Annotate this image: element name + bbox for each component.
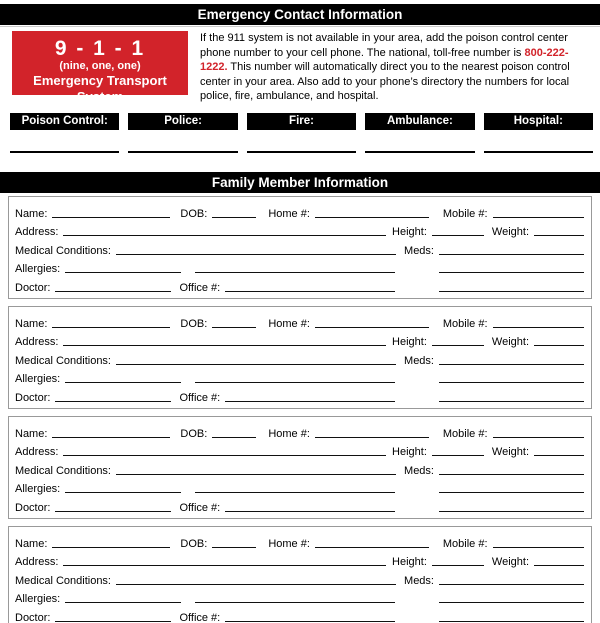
address-fill-line[interactable] bbox=[63, 455, 386, 456]
address-label: Address: bbox=[15, 226, 59, 239]
dob-label: DOB: bbox=[180, 317, 208, 330]
911-system-label: Emergency Transport System bbox=[33, 73, 167, 104]
address-label: Address: bbox=[15, 556, 59, 569]
police-label: Police: bbox=[128, 113, 237, 130]
medical-conditions-label: Medical Conditions: bbox=[15, 244, 111, 257]
medical-conditions-label: Medical Conditions: bbox=[15, 354, 111, 367]
doctor-label: Doctor: bbox=[15, 281, 51, 294]
meds-extra-fill-line-1[interactable] bbox=[439, 272, 584, 273]
address-fill-line[interactable] bbox=[63, 565, 386, 566]
poison-control-phone-number: 800-222-1222. bbox=[200, 46, 569, 74]
meds-label: Meds: bbox=[404, 244, 434, 257]
ambulance-fill-line[interactable] bbox=[365, 151, 474, 153]
contact-col-fire bbox=[247, 113, 356, 153]
member-row-allergies bbox=[15, 258, 584, 277]
police-fill-line[interactable] bbox=[128, 151, 237, 153]
dob-fill-line[interactable] bbox=[212, 217, 256, 218]
height-label: Height: bbox=[392, 336, 427, 349]
member-row-medical bbox=[15, 459, 584, 478]
office-phone-label: Office #: bbox=[179, 501, 221, 514]
address-fill-line[interactable] bbox=[63, 235, 386, 236]
meds-label: Meds: bbox=[404, 574, 434, 587]
mobile-phone-fill-line[interactable] bbox=[493, 437, 584, 438]
allergies-fill-line[interactable] bbox=[65, 272, 181, 273]
meds-label: Meds: bbox=[404, 464, 434, 477]
member-row-allergies bbox=[15, 588, 584, 607]
allergies-extra-fill-line[interactable] bbox=[195, 272, 395, 273]
contact-col-poison-control bbox=[10, 113, 119, 153]
home-phone-label: Home #: bbox=[268, 537, 310, 550]
dob-label: DOB: bbox=[180, 427, 208, 440]
poison-control-label: Poison Control: bbox=[10, 113, 119, 130]
member-row-identity bbox=[15, 422, 584, 441]
name-label: Name: bbox=[15, 317, 48, 330]
banner-divider bbox=[0, 26, 600, 27]
weight-label: Weight: bbox=[491, 556, 529, 569]
home-phone-fill-line[interactable] bbox=[315, 547, 429, 548]
intro-text-after: This number will automatically direct you to the nearest poison control center in your area. Also add to your phone’s directory the numbers for local police, fire, ambulance, and hospital. bbox=[200, 61, 570, 103]
height-label: Height: bbox=[392, 226, 427, 239]
fire-fill-line[interactable] bbox=[247, 151, 356, 153]
medical-conditions-fill-line[interactable] bbox=[116, 254, 396, 255]
height-fill-line[interactable] bbox=[432, 345, 484, 346]
911-words: (nine, one, one) bbox=[59, 60, 141, 72]
mobile-phone-fill-line[interactable] bbox=[493, 327, 584, 328]
weight-fill-line[interactable] bbox=[534, 565, 584, 566]
medical-conditions-label: Medical Conditions: bbox=[15, 464, 111, 477]
office-phone-fill-line[interactable] bbox=[225, 291, 395, 292]
home-phone-label: Home #: bbox=[268, 207, 310, 220]
member-row-doctor bbox=[15, 496, 584, 515]
member-row-identity bbox=[15, 202, 584, 221]
meds-extra-fill-line-2[interactable] bbox=[439, 621, 584, 622]
911-number: 9 - 1 - 1 bbox=[54, 37, 146, 60]
meds-label: Meds: bbox=[404, 354, 434, 367]
meds-fill-line[interactable] bbox=[439, 364, 584, 365]
mobile-phone-fill-line[interactable] bbox=[493, 547, 584, 548]
allergies-label: Allergies: bbox=[15, 593, 61, 606]
name-fill-line[interactable] bbox=[52, 547, 170, 548]
weight-fill-line[interactable] bbox=[534, 345, 584, 346]
mobile-phone-label: Mobile #: bbox=[442, 317, 488, 330]
member-row-doctor bbox=[15, 386, 584, 405]
family-member-block bbox=[8, 196, 592, 299]
member-row-address bbox=[15, 221, 584, 240]
member-row-allergies bbox=[15, 368, 584, 387]
doctor-fill-line[interactable] bbox=[55, 291, 171, 292]
member-row-medical bbox=[15, 569, 584, 588]
doctor-fill-line[interactable] bbox=[55, 621, 171, 622]
allergies-label: Allergies: bbox=[15, 263, 61, 276]
meds-extra-fill-line-1[interactable] bbox=[439, 382, 584, 383]
contact-col-ambulance bbox=[365, 113, 474, 153]
office-phone-label: Office #: bbox=[179, 391, 221, 404]
home-phone-label: Home #: bbox=[268, 317, 310, 330]
doctor-label: Doctor: bbox=[15, 391, 51, 404]
allergies-fill-line[interactable] bbox=[65, 492, 181, 493]
dob-fill-line[interactable] bbox=[212, 547, 256, 548]
family-member-block bbox=[8, 416, 592, 519]
hospital-label: Hospital: bbox=[484, 113, 593, 130]
weight-fill-line[interactable] bbox=[534, 235, 584, 236]
intro-section bbox=[12, 31, 594, 104]
mobile-phone-fill-line[interactable] bbox=[493, 217, 584, 218]
medical-conditions-fill-line[interactable] bbox=[116, 364, 396, 365]
office-phone-label: Office #: bbox=[179, 281, 221, 294]
height-label: Height: bbox=[392, 446, 427, 459]
emergency-contact-banner bbox=[0, 4, 600, 25]
page-title: Emergency Contact Information bbox=[197, 7, 403, 22]
office-phone-fill-line[interactable] bbox=[225, 621, 395, 622]
medical-conditions-fill-line[interactable] bbox=[116, 584, 396, 585]
name-label: Name: bbox=[15, 427, 48, 440]
mobile-phone-label: Mobile #: bbox=[442, 427, 488, 440]
contact-col-police bbox=[128, 113, 237, 153]
allergies-extra-fill-line[interactable] bbox=[195, 602, 395, 603]
member-row-address bbox=[15, 331, 584, 350]
mobile-phone-label: Mobile #: bbox=[442, 537, 488, 550]
home-phone-fill-line[interactable] bbox=[315, 217, 429, 218]
office-phone-fill-line[interactable] bbox=[225, 401, 395, 402]
meds-extra-fill-line-2[interactable] bbox=[439, 401, 584, 402]
fire-label: Fire: bbox=[247, 113, 356, 130]
meds-extra-fill-line-1[interactable] bbox=[439, 602, 584, 603]
poison-control-fill-line[interactable] bbox=[10, 151, 119, 153]
meds-fill-line[interactable] bbox=[439, 254, 584, 255]
doctor-fill-line[interactable] bbox=[55, 401, 171, 402]
medical-conditions-label: Medical Conditions: bbox=[15, 574, 111, 587]
member-row-medical bbox=[15, 349, 584, 368]
office-phone-label: Office #: bbox=[179, 611, 221, 623]
member-row-allergies bbox=[15, 478, 584, 497]
allergies-fill-line[interactable] bbox=[65, 602, 181, 603]
member-row-medical bbox=[15, 239, 584, 258]
name-fill-line[interactable] bbox=[52, 327, 170, 328]
doctor-label: Doctor: bbox=[15, 611, 51, 623]
family-section-title: Family Member Information bbox=[211, 174, 389, 190]
dob-fill-line[interactable] bbox=[212, 437, 256, 438]
address-label: Address: bbox=[15, 446, 59, 459]
allergies-label: Allergies: bbox=[15, 373, 61, 386]
allergies-extra-fill-line[interactable] bbox=[195, 382, 395, 383]
doctor-label: Doctor: bbox=[15, 501, 51, 514]
weight-label: Weight: bbox=[491, 226, 529, 239]
member-row-address bbox=[15, 551, 584, 570]
mobile-phone-label: Mobile #: bbox=[442, 207, 488, 220]
height-fill-line[interactable] bbox=[432, 565, 484, 566]
ambulance-label: Ambulance: bbox=[365, 113, 474, 130]
name-label: Name: bbox=[15, 537, 48, 550]
emergency-contacts-row bbox=[10, 113, 593, 153]
weight-label: Weight: bbox=[491, 446, 529, 459]
family-member-block bbox=[8, 306, 592, 409]
medical-conditions-fill-line[interactable] bbox=[116, 474, 396, 475]
emergency-911-box bbox=[12, 31, 188, 104]
weight-fill-line[interactable] bbox=[534, 455, 584, 456]
doctor-fill-line[interactable] bbox=[55, 511, 171, 512]
allergies-extra-fill-line[interactable] bbox=[195, 492, 395, 493]
member-row-doctor bbox=[15, 276, 584, 295]
office-phone-fill-line[interactable] bbox=[225, 511, 395, 512]
meds-extra-fill-line-2[interactable] bbox=[439, 291, 584, 292]
home-phone-label: Home #: bbox=[268, 427, 310, 440]
allergies-fill-line[interactable] bbox=[65, 382, 181, 383]
meds-extra-fill-line-2[interactable] bbox=[439, 511, 584, 512]
address-label: Address: bbox=[15, 336, 59, 349]
family-member-block bbox=[8, 526, 592, 623]
member-row-address bbox=[15, 441, 584, 460]
member-row-doctor bbox=[15, 606, 584, 623]
family-member-blocks bbox=[8, 196, 592, 623]
height-label: Height: bbox=[392, 556, 427, 569]
poison-control-intro bbox=[200, 31, 594, 104]
allergies-label: Allergies: bbox=[15, 483, 61, 496]
member-row-identity bbox=[15, 312, 584, 331]
name-fill-line[interactable] bbox=[52, 437, 170, 438]
intro-text-before: If the 911 system is not available in your area, add the poison control center phone number to your cell phone. The national, toll-free number is bbox=[200, 32, 568, 59]
home-phone-fill-line[interactable] bbox=[315, 327, 429, 328]
meds-fill-line[interactable] bbox=[439, 474, 584, 475]
name-fill-line[interactable] bbox=[52, 217, 170, 218]
home-phone-fill-line[interactable] bbox=[315, 437, 429, 438]
member-row-identity bbox=[15, 532, 584, 551]
name-label: Name: bbox=[15, 207, 48, 220]
meds-extra-fill-line-1[interactable] bbox=[439, 492, 584, 493]
address-fill-line[interactable] bbox=[63, 345, 386, 346]
hospital-fill-line[interactable] bbox=[484, 151, 593, 153]
height-fill-line[interactable] bbox=[432, 455, 484, 456]
height-fill-line[interactable] bbox=[432, 235, 484, 236]
dob-label: DOB: bbox=[180, 537, 208, 550]
meds-fill-line[interactable] bbox=[439, 584, 584, 585]
weight-label: Weight: bbox=[491, 336, 529, 349]
dob-fill-line[interactable] bbox=[212, 327, 256, 328]
dob-label: DOB: bbox=[180, 207, 208, 220]
contact-col-hospital bbox=[484, 113, 593, 153]
family-member-banner bbox=[0, 172, 600, 193]
